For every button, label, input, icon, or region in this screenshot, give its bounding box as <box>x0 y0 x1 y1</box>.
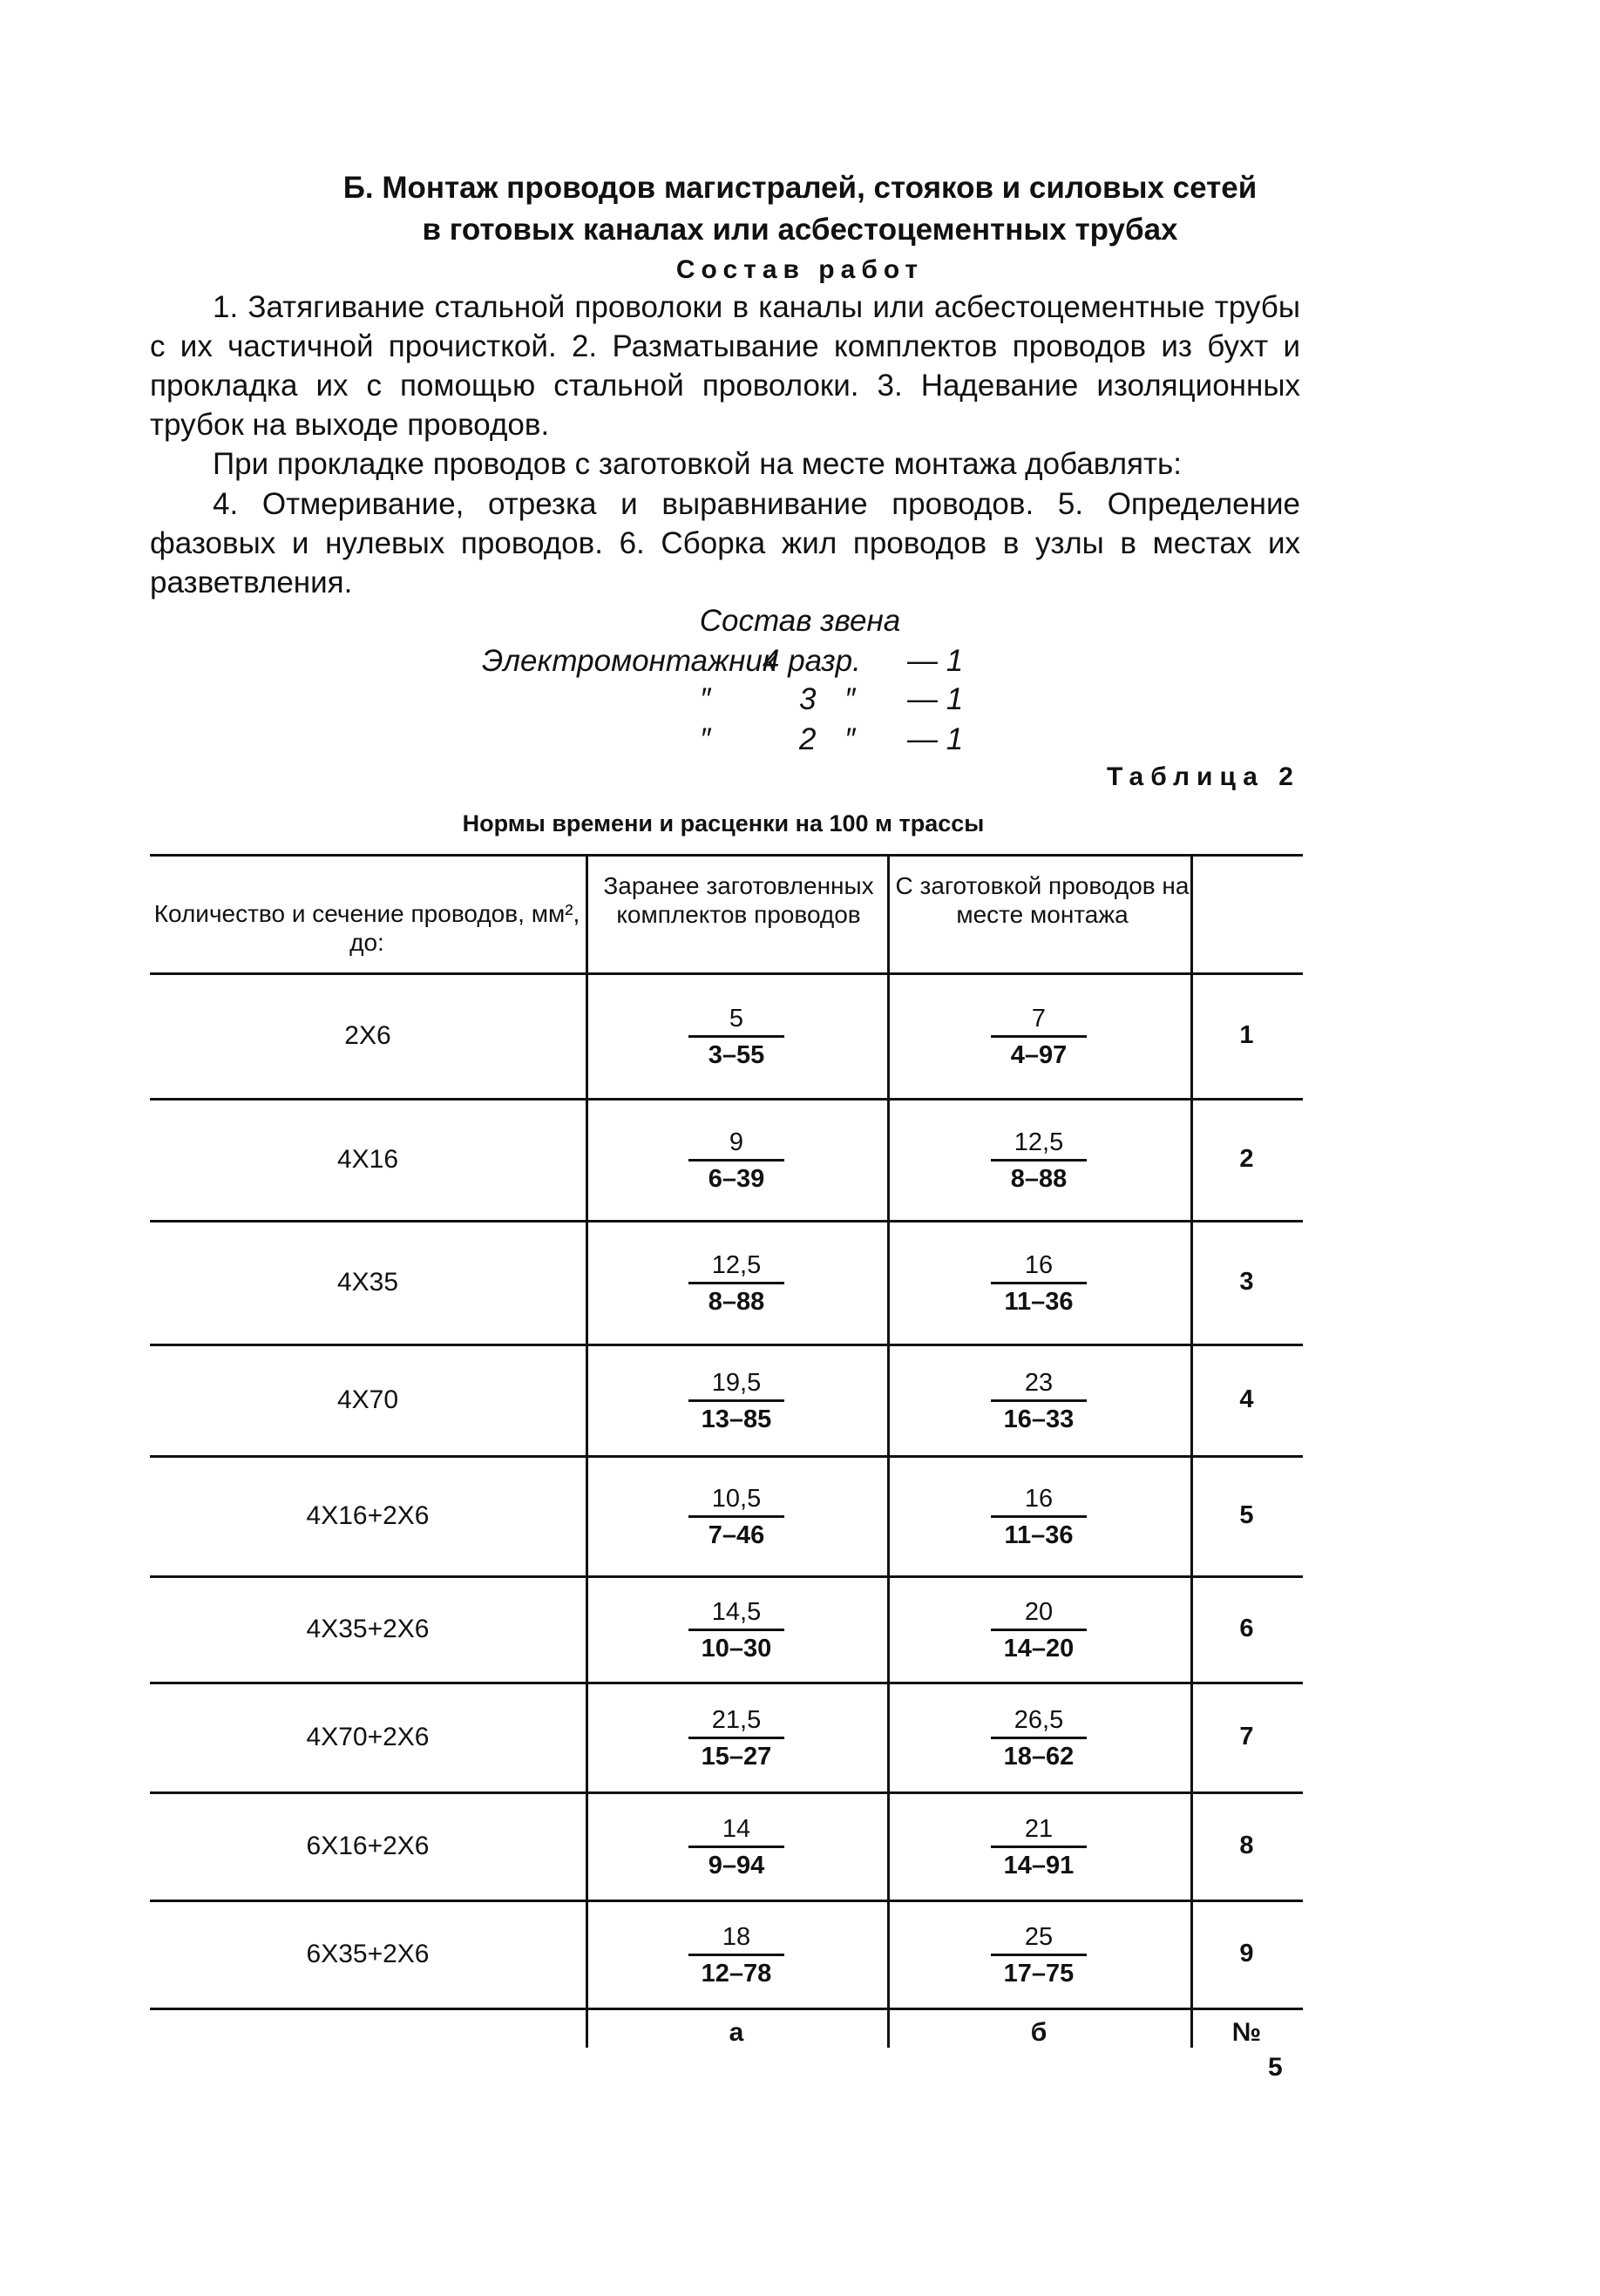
column-divider <box>586 854 588 2048</box>
row-label: 2Х6 <box>344 1021 391 1050</box>
rate-fraction-b <box>991 1002 1087 1071</box>
row-label: 6Х16+2Х6 <box>306 1832 430 1860</box>
additional-note-text: При прокладке проводов с заготовкой на месте монтажа добавлять: <box>213 447 1182 481</box>
price-rate: 7–46 <box>708 1521 765 1549</box>
time-norm: 14 <box>722 1815 751 1843</box>
row-number: 7 <box>1239 1723 1254 1751</box>
row-rule <box>150 1682 1303 1684</box>
time-norm: 5 <box>729 1005 744 1033</box>
time-norm: 9 <box>729 1128 744 1156</box>
rate-fraction-b <box>991 1249 1087 1317</box>
rate-fraction-b <box>991 1126 1087 1195</box>
row-number: 1 <box>1239 1021 1254 1049</box>
time-norm: 26,5 <box>1014 1706 1064 1734</box>
crew-role: Электромонтажник <box>482 644 777 678</box>
time-norm: 12,5 <box>711 1251 762 1279</box>
footer-a: а <box>729 2018 744 2047</box>
row-label: 4Х35 <box>336 1268 399 1297</box>
price-rate: 13–85 <box>701 1405 772 1433</box>
row-label: 6Х35+2Х6 <box>306 1940 430 1968</box>
rate-fraction-b <box>991 1482 1087 1551</box>
price-rate: 4–97 <box>1010 1041 1068 1069</box>
header-onsite: С заготовкой проводов на месте монтажа <box>895 872 1190 928</box>
row-label: 4Х16 <box>336 1145 399 1174</box>
row-number: 8 <box>1239 1832 1254 1859</box>
row-label: 4Х35+2Х6 <box>306 1615 430 1643</box>
price-rate: 3–55 <box>708 1041 765 1069</box>
time-norm: 25 <box>1024 1923 1054 1951</box>
row-number: 2 <box>1239 1145 1254 1173</box>
crew-ditto: ″ <box>844 682 856 716</box>
crew-count: — 1 <box>907 682 964 716</box>
row-number: 9 <box>1239 1940 1254 1968</box>
price-rate: 15–27 <box>701 1743 772 1771</box>
section-title: Б. Монтаж проводов магистралей, стояков и силовых сетей <box>342 171 1258 205</box>
footer-b: б <box>1030 2018 1047 2047</box>
price-rate: 10–30 <box>701 1635 772 1663</box>
price-rate: 11–36 <box>1004 1521 1074 1549</box>
price-rate: 11–36 <box>1004 1288 1074 1316</box>
row-rule <box>150 1900 1303 1902</box>
rate-fraction-b <box>991 1920 1087 1989</box>
row-rule <box>150 1791 1303 1794</box>
rate-fraction-a <box>688 1366 784 1435</box>
rate-fraction-b <box>991 1366 1087 1435</box>
row-rule <box>150 1098 1303 1101</box>
rate-fraction-a <box>688 1595 784 1664</box>
row-rule <box>150 2008 1303 2010</box>
crew-ditto: ″ <box>844 722 856 756</box>
rate-fraction-b <box>991 1703 1087 1772</box>
crew-role: ″ <box>700 722 711 756</box>
row-rule <box>150 1575 1303 1578</box>
crew-grade: 4 разр. <box>763 644 861 678</box>
crew-role: ″ <box>700 682 711 716</box>
additional-note-paragraph <box>150 444 1300 484</box>
additional-work-paragraph <box>150 484 1300 602</box>
time-norm: 16 <box>1024 1251 1054 1279</box>
rate-fraction-a <box>688 1126 784 1195</box>
time-norm: 10,5 <box>711 1485 762 1513</box>
price-rate: 8–88 <box>1010 1165 1068 1193</box>
table-top-rule <box>150 854 1303 857</box>
price-rate: 6–39 <box>708 1165 765 1193</box>
crew-grade: 3 <box>799 682 817 716</box>
row-rule <box>150 1344 1303 1346</box>
rate-fraction-b <box>991 1812 1087 1881</box>
row-label: 4Х16+2Х6 <box>306 1501 430 1530</box>
column-divider <box>887 854 890 2048</box>
time-norm: 12,5 <box>1014 1128 1064 1156</box>
time-norm: 16 <box>1024 1485 1054 1513</box>
section-subtitle: Состав работ <box>675 255 925 284</box>
row-number: 5 <box>1239 1501 1254 1529</box>
price-rate: 18–62 <box>1003 1743 1075 1771</box>
time-norm: 7 <box>1031 1005 1047 1033</box>
crew-grade: 2 <box>799 722 817 756</box>
time-norm: 21 <box>1024 1815 1054 1843</box>
crew-count: — 1 <box>907 722 964 756</box>
rate-fraction-a <box>688 1002 784 1071</box>
crew-title: Состав звена <box>699 604 901 638</box>
additional-work-text: 4. Отмеривание, отрезка и выравнивание проводов. 5. Определение фазовых и нулевых проводов. 6. Сборка жил проводов в узлы в местах их разветвления. <box>150 487 1300 599</box>
rate-fraction-a <box>688 1703 784 1772</box>
row-number: 4 <box>1239 1385 1254 1413</box>
rate-fraction-a <box>688 1249 784 1317</box>
time-norm: 14,5 <box>711 1598 762 1626</box>
price-rate: 17–75 <box>1003 1960 1075 1988</box>
row-number: 6 <box>1239 1615 1254 1642</box>
time-norm: 23 <box>1024 1369 1054 1397</box>
work-composition-paragraph <box>150 288 1300 444</box>
table-label: Таблица 2 <box>1106 762 1300 791</box>
time-norm: 20 <box>1024 1598 1054 1626</box>
price-rate: 8–88 <box>708 1288 765 1316</box>
page-number: 5 <box>1268 2053 1283 2082</box>
price-rate: 14–91 <box>1003 1852 1075 1879</box>
row-number: 3 <box>1239 1268 1254 1296</box>
header-prepared: Заранее заготовленных комплектов проводов <box>603 872 874 928</box>
rate-fraction-a <box>688 1920 784 1989</box>
header-quantity: Количество и сечение проводов, мм², до: <box>153 900 580 956</box>
row-rule <box>150 1455 1303 1458</box>
work-composition-text: 1. Затягивание стальной проволоки в каналы или асбестоцементные трубы с их частичной прочисткой. 2. Разматывание комплектов проводов из бухт и прокладка их с помощью стальной проволоки. 3. Надевание изоляционных трубок на выходе проводов. <box>150 290 1300 442</box>
price-rate: 9–94 <box>708 1852 765 1879</box>
rate-fraction-a <box>688 1812 784 1881</box>
crew-count: — 1 <box>907 644 964 678</box>
table-caption: Нормы времени и расценки на 100 м трассы <box>462 810 985 836</box>
row-rule <box>150 1220 1303 1223</box>
section-title-line2: в готовых каналах или асбестоцементных трубах <box>422 213 1178 247</box>
price-rate: 16–33 <box>1003 1405 1075 1433</box>
time-norm: 21,5 <box>711 1706 762 1734</box>
rate-fraction-a <box>688 1482 784 1551</box>
price-rate: 14–20 <box>1003 1635 1075 1663</box>
time-norm: 19,5 <box>711 1369 762 1397</box>
rate-fraction-b <box>991 1595 1087 1664</box>
price-rate: 12–78 <box>701 1960 772 1988</box>
row-label: 4Х70+2Х6 <box>306 1723 430 1751</box>
row-label: 4Х70 <box>336 1385 399 1414</box>
footer-no: № <box>1231 2018 1262 2047</box>
time-norm: 18 <box>722 1923 751 1951</box>
table-header-rule <box>150 972 1303 975</box>
